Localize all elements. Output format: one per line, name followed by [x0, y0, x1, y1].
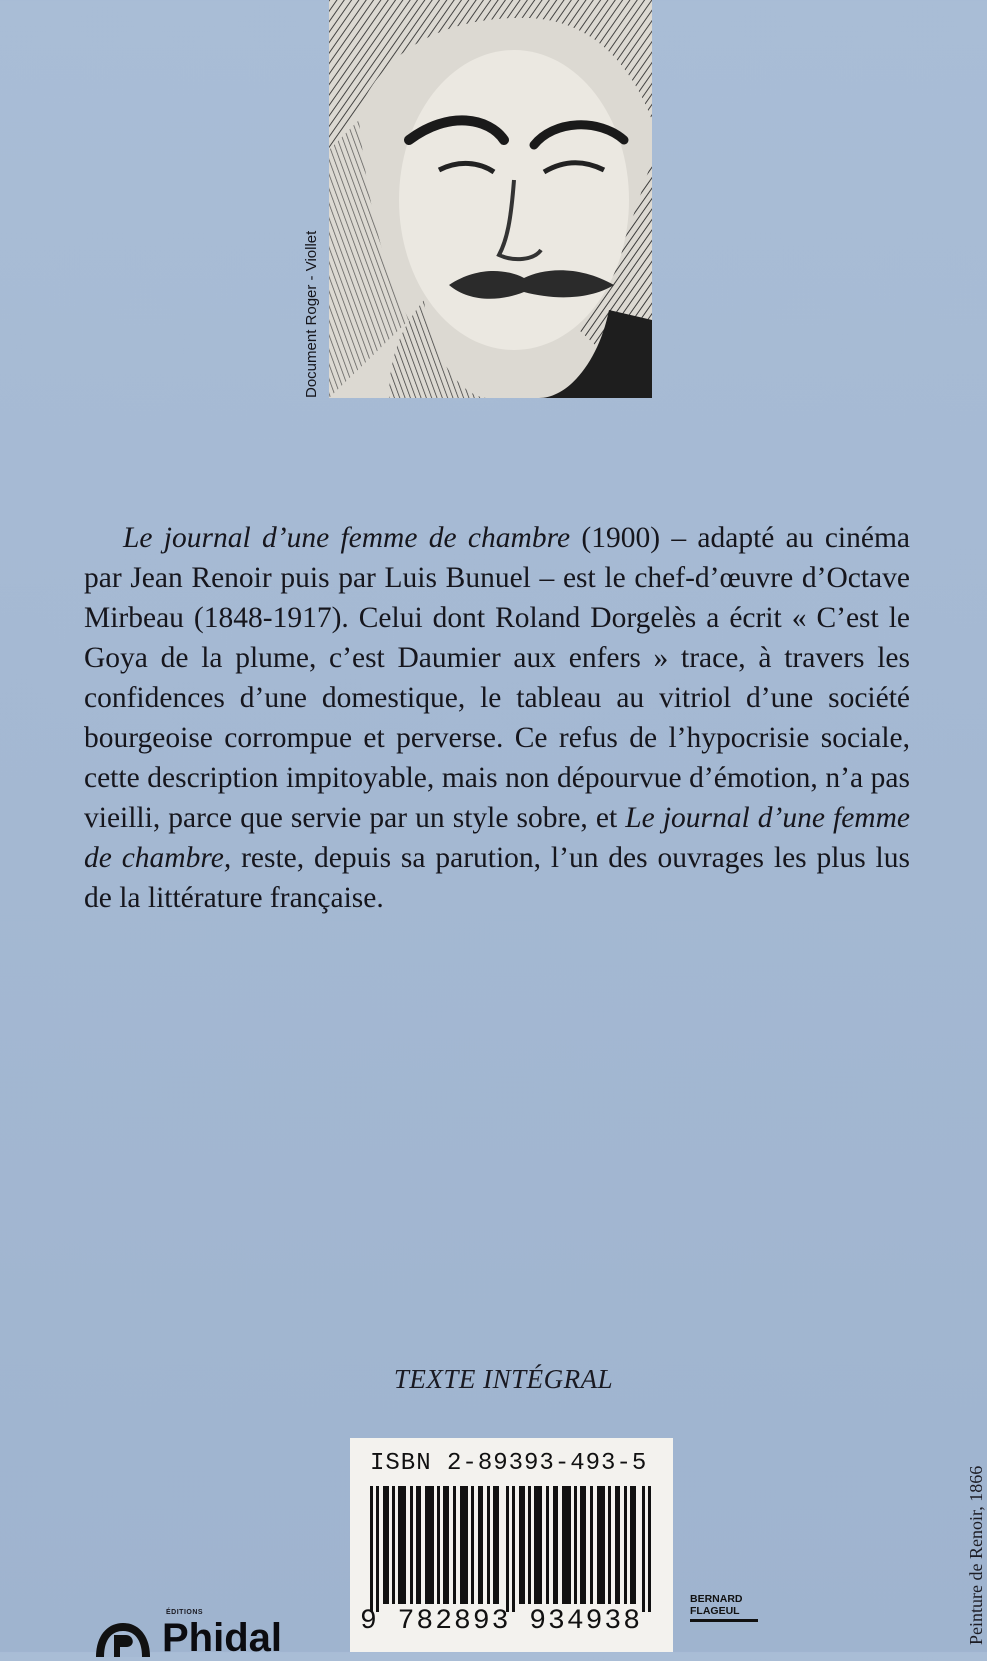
full-text-label: TEXTE INTÉGRAL — [393, 1364, 614, 1394]
ean-number: 9 782893 934938 — [360, 1606, 643, 1637]
description-part-1: (1900) – adapté au cinéma par Jean Renoir puis par Luis Bunuel – est le chef-d’œuvre d’Octave Mirbeau (1848-1917). Celui dont Roland Dorgelès a écrit « C’est le Goya de la plume, c’est Daumier aux enfers » trace, à travers les confidences d’une domestique, le tableau au vitriol d’une société bourgeoise corrompue et perverse. Ce refus de l’hypocrisie sociale, cette description impitoyable, mais non dépourvue d’émotion, n’a pas vieilli, parce que servie par un style sobre, et — [84, 522, 910, 834]
publisher-name: Phidal — [162, 1616, 283, 1660]
painting-credit: Peinture de Renoir, 1866 — [966, 1465, 986, 1645]
distributor-line-1: BERNARD — [690, 1593, 743, 1605]
book-title-italic: Le journal d’une femme de chambre — [123, 522, 571, 554]
publisher-label: ÉDITIONS — [166, 1609, 204, 1616]
publisher-logo — [94, 1605, 314, 1660]
description-text — [84, 518, 910, 918]
barcode-icon — [370, 1486, 653, 1612]
distributor-line-2: FLAGEUL — [690, 1605, 740, 1617]
barcode-panel — [350, 1438, 673, 1652]
portrait-drawing — [329, 0, 652, 398]
isbn-number: ISBN 2-89393-493-5 — [370, 1450, 648, 1477]
book-title-italic-2: Le journal d’une femme de chambre, — [84, 802, 910, 874]
distributor-logo — [690, 1593, 758, 1622]
photo-credit: Document Roger - Viollet — [303, 230, 320, 398]
description-part-2: reste, depuis sa parution, l’un des ouvrages les plus lus de la littérature française. — [84, 842, 910, 914]
publisher-emblem-icon — [94, 1617, 152, 1657]
author-portrait — [329, 0, 652, 398]
distributor-underline — [690, 1619, 758, 1622]
